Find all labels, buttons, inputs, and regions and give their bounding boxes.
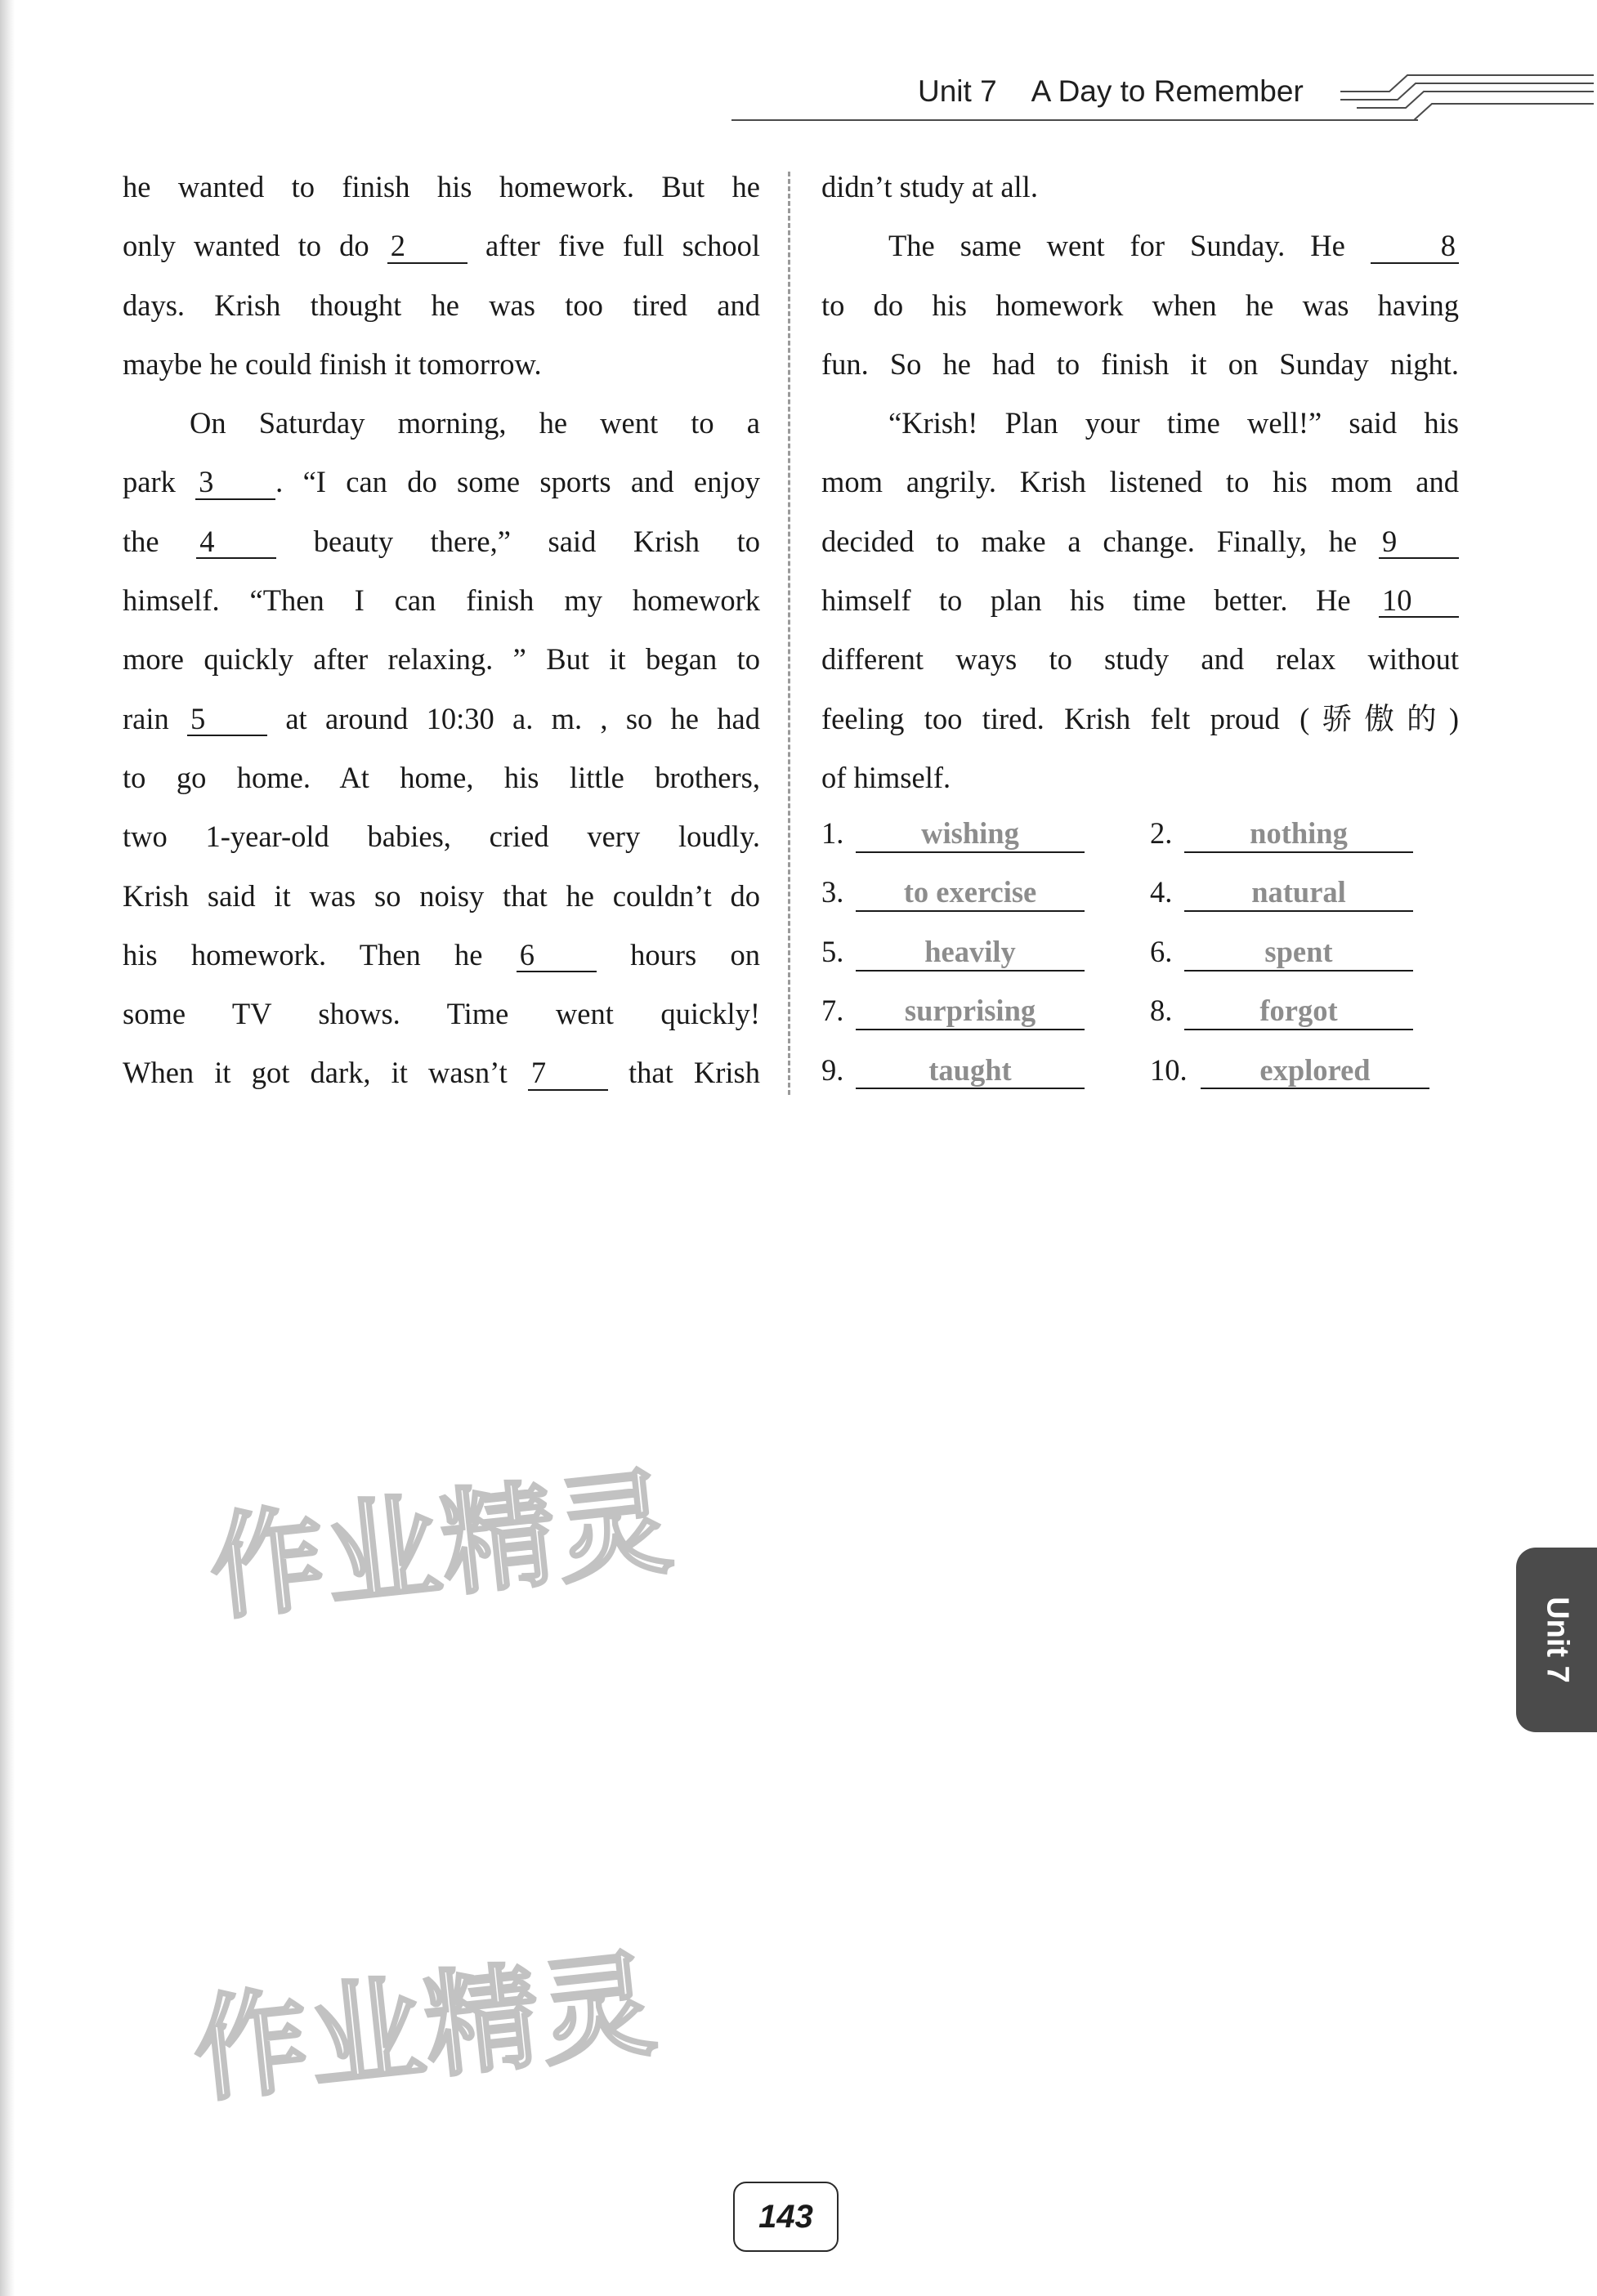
- answer-item-1: 1. wishing: [821, 815, 1085, 853]
- passage-line: mom angrily. Krish listened to his mom and: [821, 465, 1459, 499]
- passage-line: decided to make a change. Finally, he 9: [821, 512, 1459, 571]
- answer-item-9: 9. taught: [821, 1052, 1085, 1090]
- answer-item-6: 6. spent: [1150, 934, 1413, 972]
- answer-blank: explored: [1201, 1052, 1429, 1090]
- unit-side-tab-label: Unit 7: [1540, 1597, 1574, 1683]
- answer-blank: nothing: [1184, 815, 1413, 853]
- passage-line: himself. “Then I can finish my homework: [123, 583, 760, 618]
- passage-line: of himself.: [821, 760, 951, 794]
- passage-line: feeling too tired. Krish felt proud (骄傲的): [821, 701, 1459, 735]
- blank-number: 2: [387, 230, 467, 263]
- header-lesson-title: A Day to Remember: [1031, 74, 1304, 108]
- passage-line: The same went for Sunday. He 8: [821, 217, 1459, 275]
- header-decoration-lines: [1340, 70, 1594, 127]
- watermark-top: 作业精灵: [204, 1455, 680, 1637]
- blank-number: 3: [195, 467, 275, 499]
- passage-line: only wanted to do 2 after five full school: [123, 229, 760, 263]
- answer-blank: heavily: [856, 934, 1085, 972]
- passage-line: different ways to study and relax without: [821, 642, 1459, 677]
- answer-blank: forgot: [1184, 993, 1413, 1030]
- answer-blank: taught: [856, 1052, 1085, 1090]
- passage-line: his homework. Then he 6 hours on: [123, 937, 760, 972]
- blank-number: 10: [1379, 585, 1459, 618]
- passage-right-column: [821, 158, 1459, 807]
- header-rule: [731, 119, 1418, 121]
- answer-item-5: 5. heavily: [821, 934, 1085, 972]
- answer-blank: wishing: [856, 815, 1085, 853]
- answer-blank: surprising: [856, 993, 1085, 1030]
- passage-line: maybe he could finish it tomorrow.: [123, 346, 542, 381]
- passage-line: two 1-year-old babies, cried very loudly.: [123, 820, 760, 854]
- passage-left-column: [123, 158, 760, 1103]
- passage-line: park 3 . “I can do some sports and enjoy: [123, 465, 760, 499]
- answer-item-4: 4. natural: [1150, 874, 1413, 912]
- blank-number: 7: [528, 1057, 608, 1090]
- answer-row: [821, 993, 1467, 1052]
- passage-line: When it got dark, it wasn’t 7 that Krish: [123, 1056, 760, 1090]
- watermark-bottom: 作业精灵: [187, 1937, 664, 2120]
- answer-blank: to exercise: [856, 874, 1085, 912]
- answer-item-8: 8. forgot: [1150, 993, 1413, 1030]
- answer-list: [821, 815, 1467, 1111]
- passage-line: some TV shows. Time went quickly!: [123, 997, 760, 1031]
- page-header: [731, 70, 1597, 127]
- column-divider: [788, 172, 790, 1095]
- unit-side-tab: [1516, 1548, 1597, 1732]
- answer-item-3: 3. to exercise: [821, 874, 1085, 912]
- page-edge-shadow: [0, 0, 15, 2296]
- page-number: 143: [733, 2182, 839, 2252]
- passage-line: the 4 beauty there,” said Krish to: [123, 524, 761, 558]
- passage-line: “Krish! Plan your time well!” said his: [888, 406, 1459, 440]
- blank-number: 5: [187, 704, 267, 736]
- passage-line: to go home. At home, his little brothers,: [123, 760, 760, 794]
- blank-number: 8: [1371, 230, 1459, 263]
- blank-number: 9: [1379, 526, 1459, 559]
- blank-number: 4: [196, 526, 276, 559]
- passage-line: On Saturday morning, he went to a: [190, 406, 760, 440]
- answer-blank: natural: [1184, 874, 1413, 912]
- answer-blank: spent: [1184, 934, 1413, 972]
- answer-row: [821, 1052, 1467, 1111]
- passage-line: fun. So he had to finish it on Sunday night.: [821, 346, 1459, 381]
- passage-line: Krish said it was so noisy that he couldn’t do: [123, 878, 760, 913]
- header-title: [918, 70, 1304, 113]
- answer-item-7: 7. surprising: [821, 993, 1085, 1030]
- passage-line: himself to plan his time better. He 10: [821, 571, 1459, 630]
- answer-item-2: 2. nothing: [1150, 815, 1413, 853]
- answer-row: [821, 815, 1467, 874]
- blank-number: 6: [517, 940, 597, 972]
- passage-line: to do his homework when he was having: [821, 288, 1459, 322]
- passage-line: didn’t study at all.: [821, 170, 1038, 203]
- answer-item-10: 10. explored: [1150, 1052, 1429, 1090]
- passage-line: days. Krish thought he was too tired and: [123, 288, 760, 322]
- header-unit: Unit 7: [918, 74, 997, 108]
- passage-line: more quickly after relaxing. ” But it began to: [123, 642, 760, 677]
- answer-row: [821, 874, 1467, 933]
- passage-line: he wanted to finish his homework. But he: [123, 170, 760, 203]
- passage-line: rain 5 at around 10:30 a. m. , so he had: [123, 701, 760, 735]
- answer-row: [821, 934, 1467, 993]
